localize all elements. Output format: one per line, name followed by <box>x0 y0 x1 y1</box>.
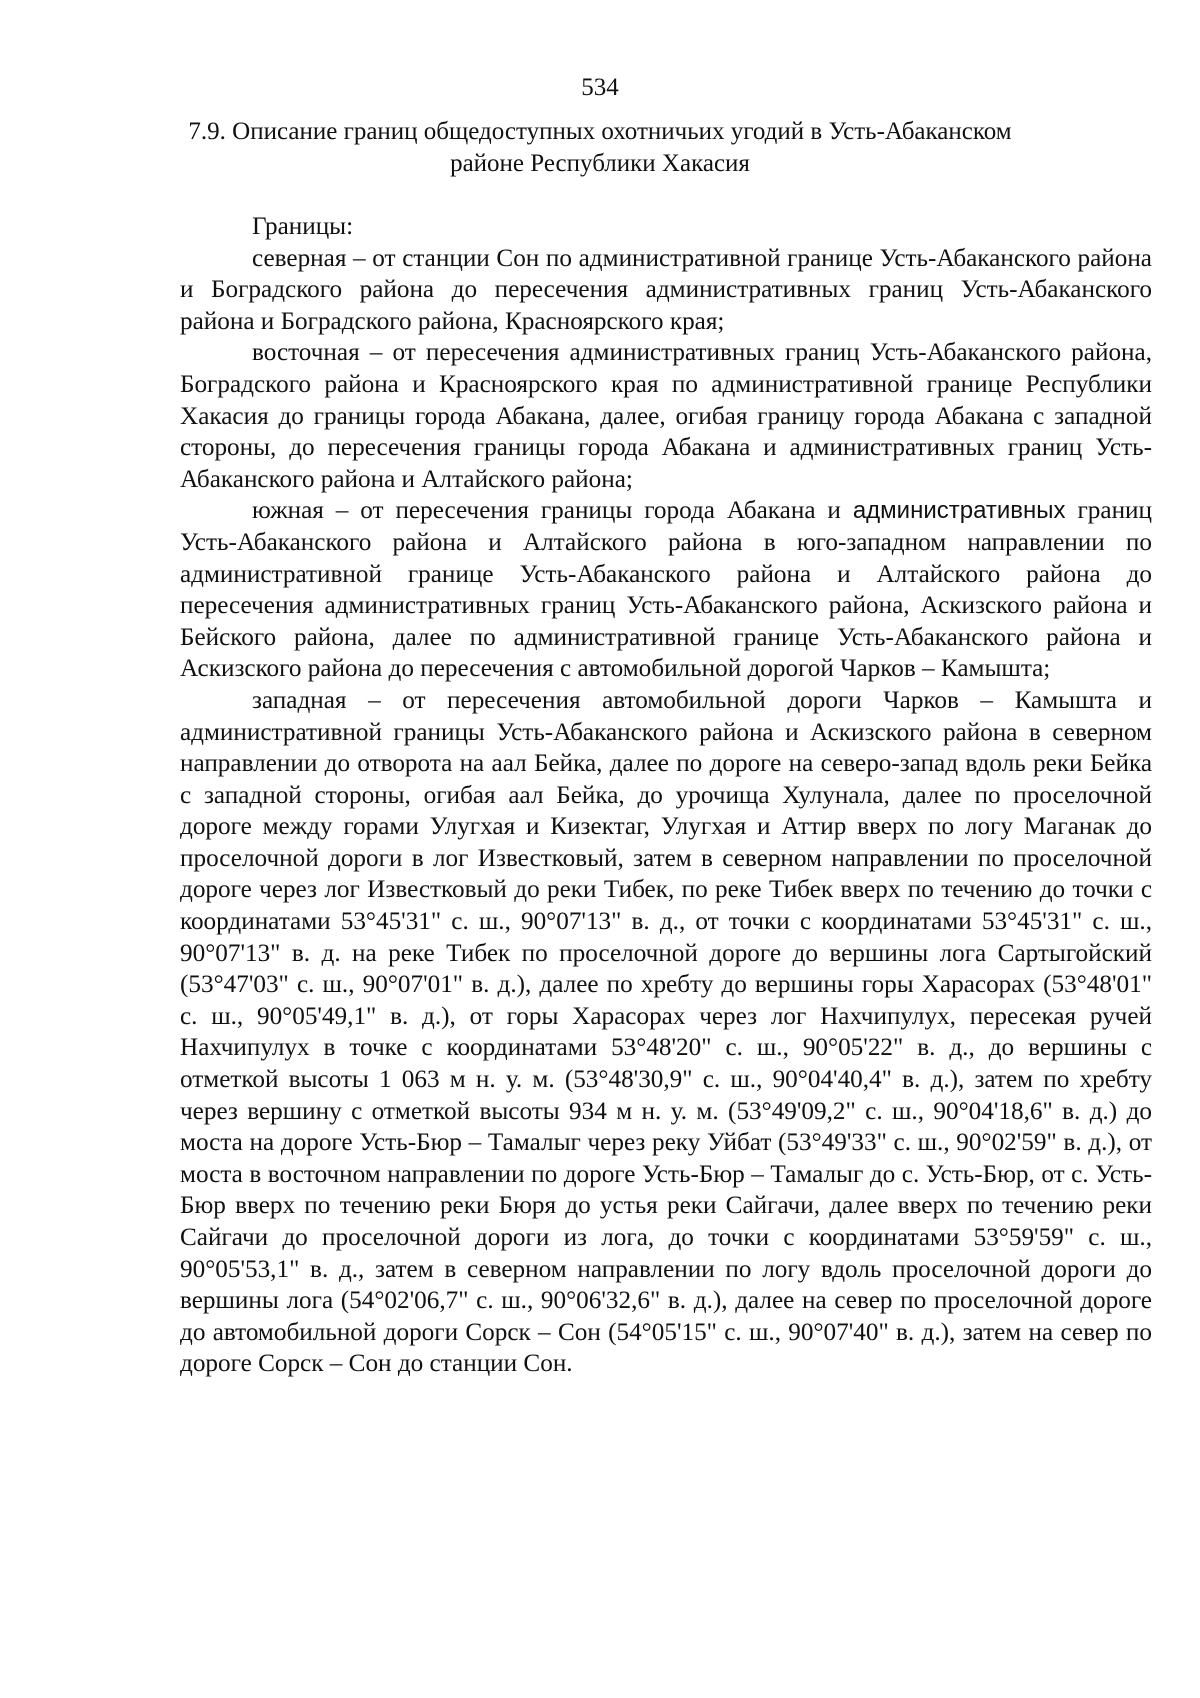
south-boundary-text-2: границ Усть-Абаканского района и Алтайского района в юго-западном направлении по административной границе Усть-Абаканского района и Алтайского района до пересечения административных границ Усть-Абаканского района, Аскизского района и Бейского района, далее по административной границе Усть-Абаканского района и Аскизского района до пересечения с автомобильной дорогой Чарков – Камышта; <box>180 497 1153 683</box>
page-number: 534 <box>581 74 619 101</box>
east-boundary-paragraph: восточная – от пересечения административных границ Усть-Абаканского района, Боградского района и Красноярского края по административной границе Республики Хакасия до границы города Абакана, далее, огибая границу города Абакана с западной стороны, до пересечения границы города Абакана и административных границ Усть-Абаканского района и Алтайского района; <box>180 339 1152 493</box>
heading-line-2: районе Республики Хакасия <box>450 150 750 177</box>
north-boundary-paragraph: северная – от станции Сон по административной границе Усть-Абаканского района и Боградского района до пересечения административных границ Усть-Абаканского района и Боградского района, Красноярского края; <box>180 244 1152 335</box>
west-boundary-paragraph: западная – от пересечения автомобильной дороги Чарков – Камышта и административной границы Усть-Абаканского района и Аскизского района в северном направлении до отворота на аал Бейка, далее по дороге на северо-запад вдоль реки Бейка с западной стороны, огибая аал Бейка, до урочища Хулунала, далее по проселочной дороге между горами Улугхая и Кизектаг, Улугхая и Аттир вверх по логу Маганак до проселочной дороги в лог Известковый, затем в северном направлении по проселочной дороге через лог Известковый до реки Тибек, по реке Тибек вверх по течению до точки с координатами 53°45'31" с. ш., 90°07'13" в. д., от точки с координатами 53°45'31" с. ш., 90°07'13" в. д. на реке Тибек по проселочной дороге до вершины лога Сартыгойский (53°47'03" с. ш., 90°07'01" в. д.), далее по хребту до вершины горы Харасорах (53°48'01" с. ш., 90°05'49,1" в. д.), от горы Харасорах через лог Нахчипулух, пересекая ручей Нахчипулух в точке с координатами 53°48'20" с. ш., 90°05'22" в. д., до вершины с отметкой высоты 1 063 м н. у. м. (53°48'30,9" с. ш., 90°04'40,4" в. д.), затем по хребту через вершину с отметкой высоты 934 м н. у. м. (53°49'09,2" с. ш., 90°04'18,6" в. д.) до моста на дороге Усть-Бюр – Тамалыг через реку Уйбат (53°49'33" с. ш., 90°02'59" в. д.), от моста в восточном направлении по дороге Усть-Бюр – Тамалыг до с. Усть-Бюр, от с. Усть-Бюр вверх по течению реки Бюря до устья реки Сайгачи, далее вверх по течению реки Сайгачи до проселочной дороги из лога, до точки с координатами 53°59'59" с. ш., 90°05'53,1" в. д., затем в северном направлении по логу вдоль проселочной дороги до вершины лога (54°02'06,7" с. ш., 90°06'32,6" в. д.), далее на север по проселочной дороге до автомобильной дороги Сорск – Сон (54°05'15" с. ш., 90°07'40" в. д.), затем на север по дороге Сорск – Сон до станции Сон. <box>180 686 1152 1378</box>
heading-line-1: 7.9. Описание границ общедоступных охотничьих угодий в Усть-Абаканском <box>188 118 1012 145</box>
south-boundary-text-1: южная – от пересечения границы города Абакана и <box>252 497 853 525</box>
south-boundary-paragraph <box>180 495 1152 685</box>
section-heading <box>150 116 1050 180</box>
boundary-description <box>180 211 1152 1380</box>
boundaries-lead: Границы: <box>252 213 354 240</box>
south-boundary-sans-word: административных <box>852 497 1066 525</box>
